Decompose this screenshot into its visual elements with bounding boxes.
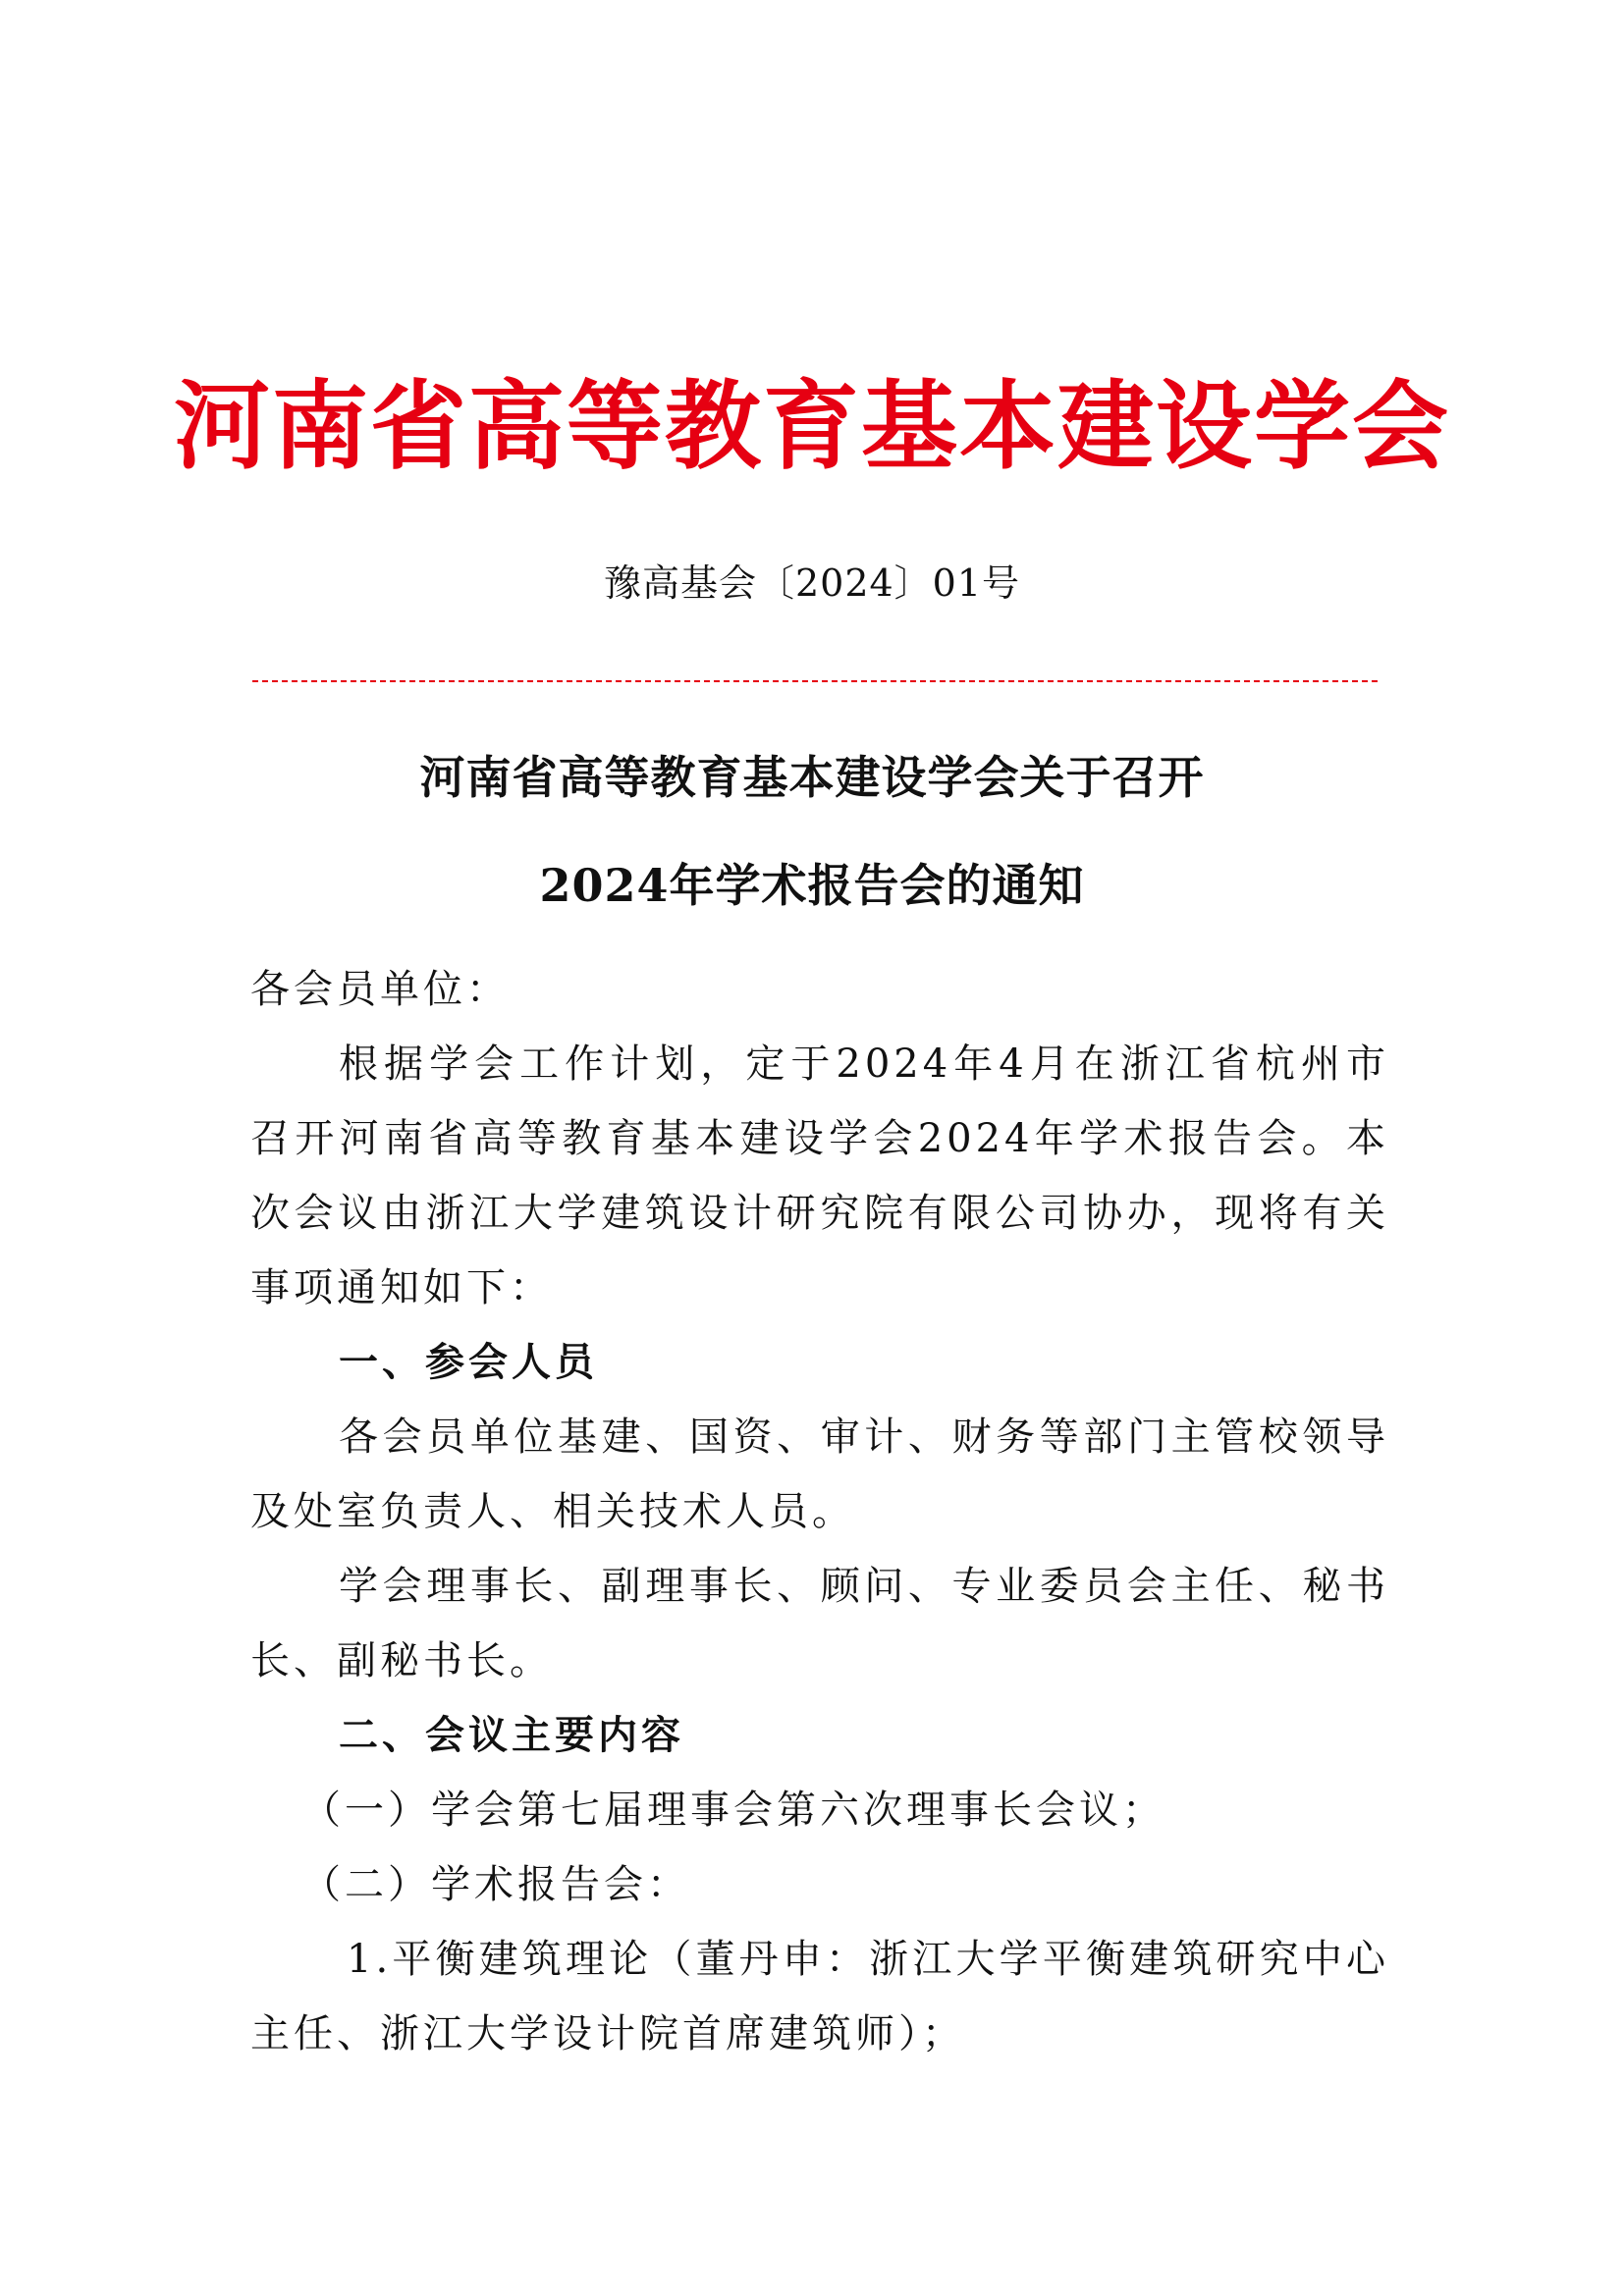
report-sub-item: 1.平衡建筑理论（董丹申：浙江大学平衡建筑研究中心主任、浙江大学设计院首席建筑师）； [250, 1937, 1389, 2056]
notice-title-line-2: 2024年学术报告会的通知 [539, 859, 1085, 912]
org-masthead: 河南省高等教育基本建设学会 [173, 370, 1450, 483]
section-1-paragraph: 学会理事长、副理事长、顾问、专业委员会主任、秘书长、副秘书长。 [250, 1564, 1389, 1683]
red-dashed-divider [252, 680, 1378, 682]
notice-title-line-1: 河南省高等教育基本建设学会关于召开 [419, 751, 1205, 804]
document-number: 豫高基会〔2024〕01号 [603, 561, 1021, 605]
salutation: 各会员单位： [250, 967, 510, 1012]
section-1-paragraph: 各会员单位基建、国资、审计、财务等部门主管校领导及处室负责人、相关技术人员。 [250, 1415, 1389, 1534]
intro-paragraph: 根据学会工作计划，定于2024年4月在浙江省杭州市召开河南省高等教育基本建设学会2024年学术报告会。本次会议由浙江大学建筑设计研究院有限公司协办，现将有关事项通知如下： [250, 1041, 1389, 1310]
section-1-heading: 一、参会人员 [339, 1339, 598, 1385]
section-2-item: （一）学会第七届理事会第六次理事长会议； [301, 1788, 1165, 1833]
section-2-heading: 二、会议主要内容 [339, 1712, 684, 1758]
section-2-item: （二）学术报告会： [301, 1862, 690, 1907]
notice-body [250, 952, 1389, 2071]
